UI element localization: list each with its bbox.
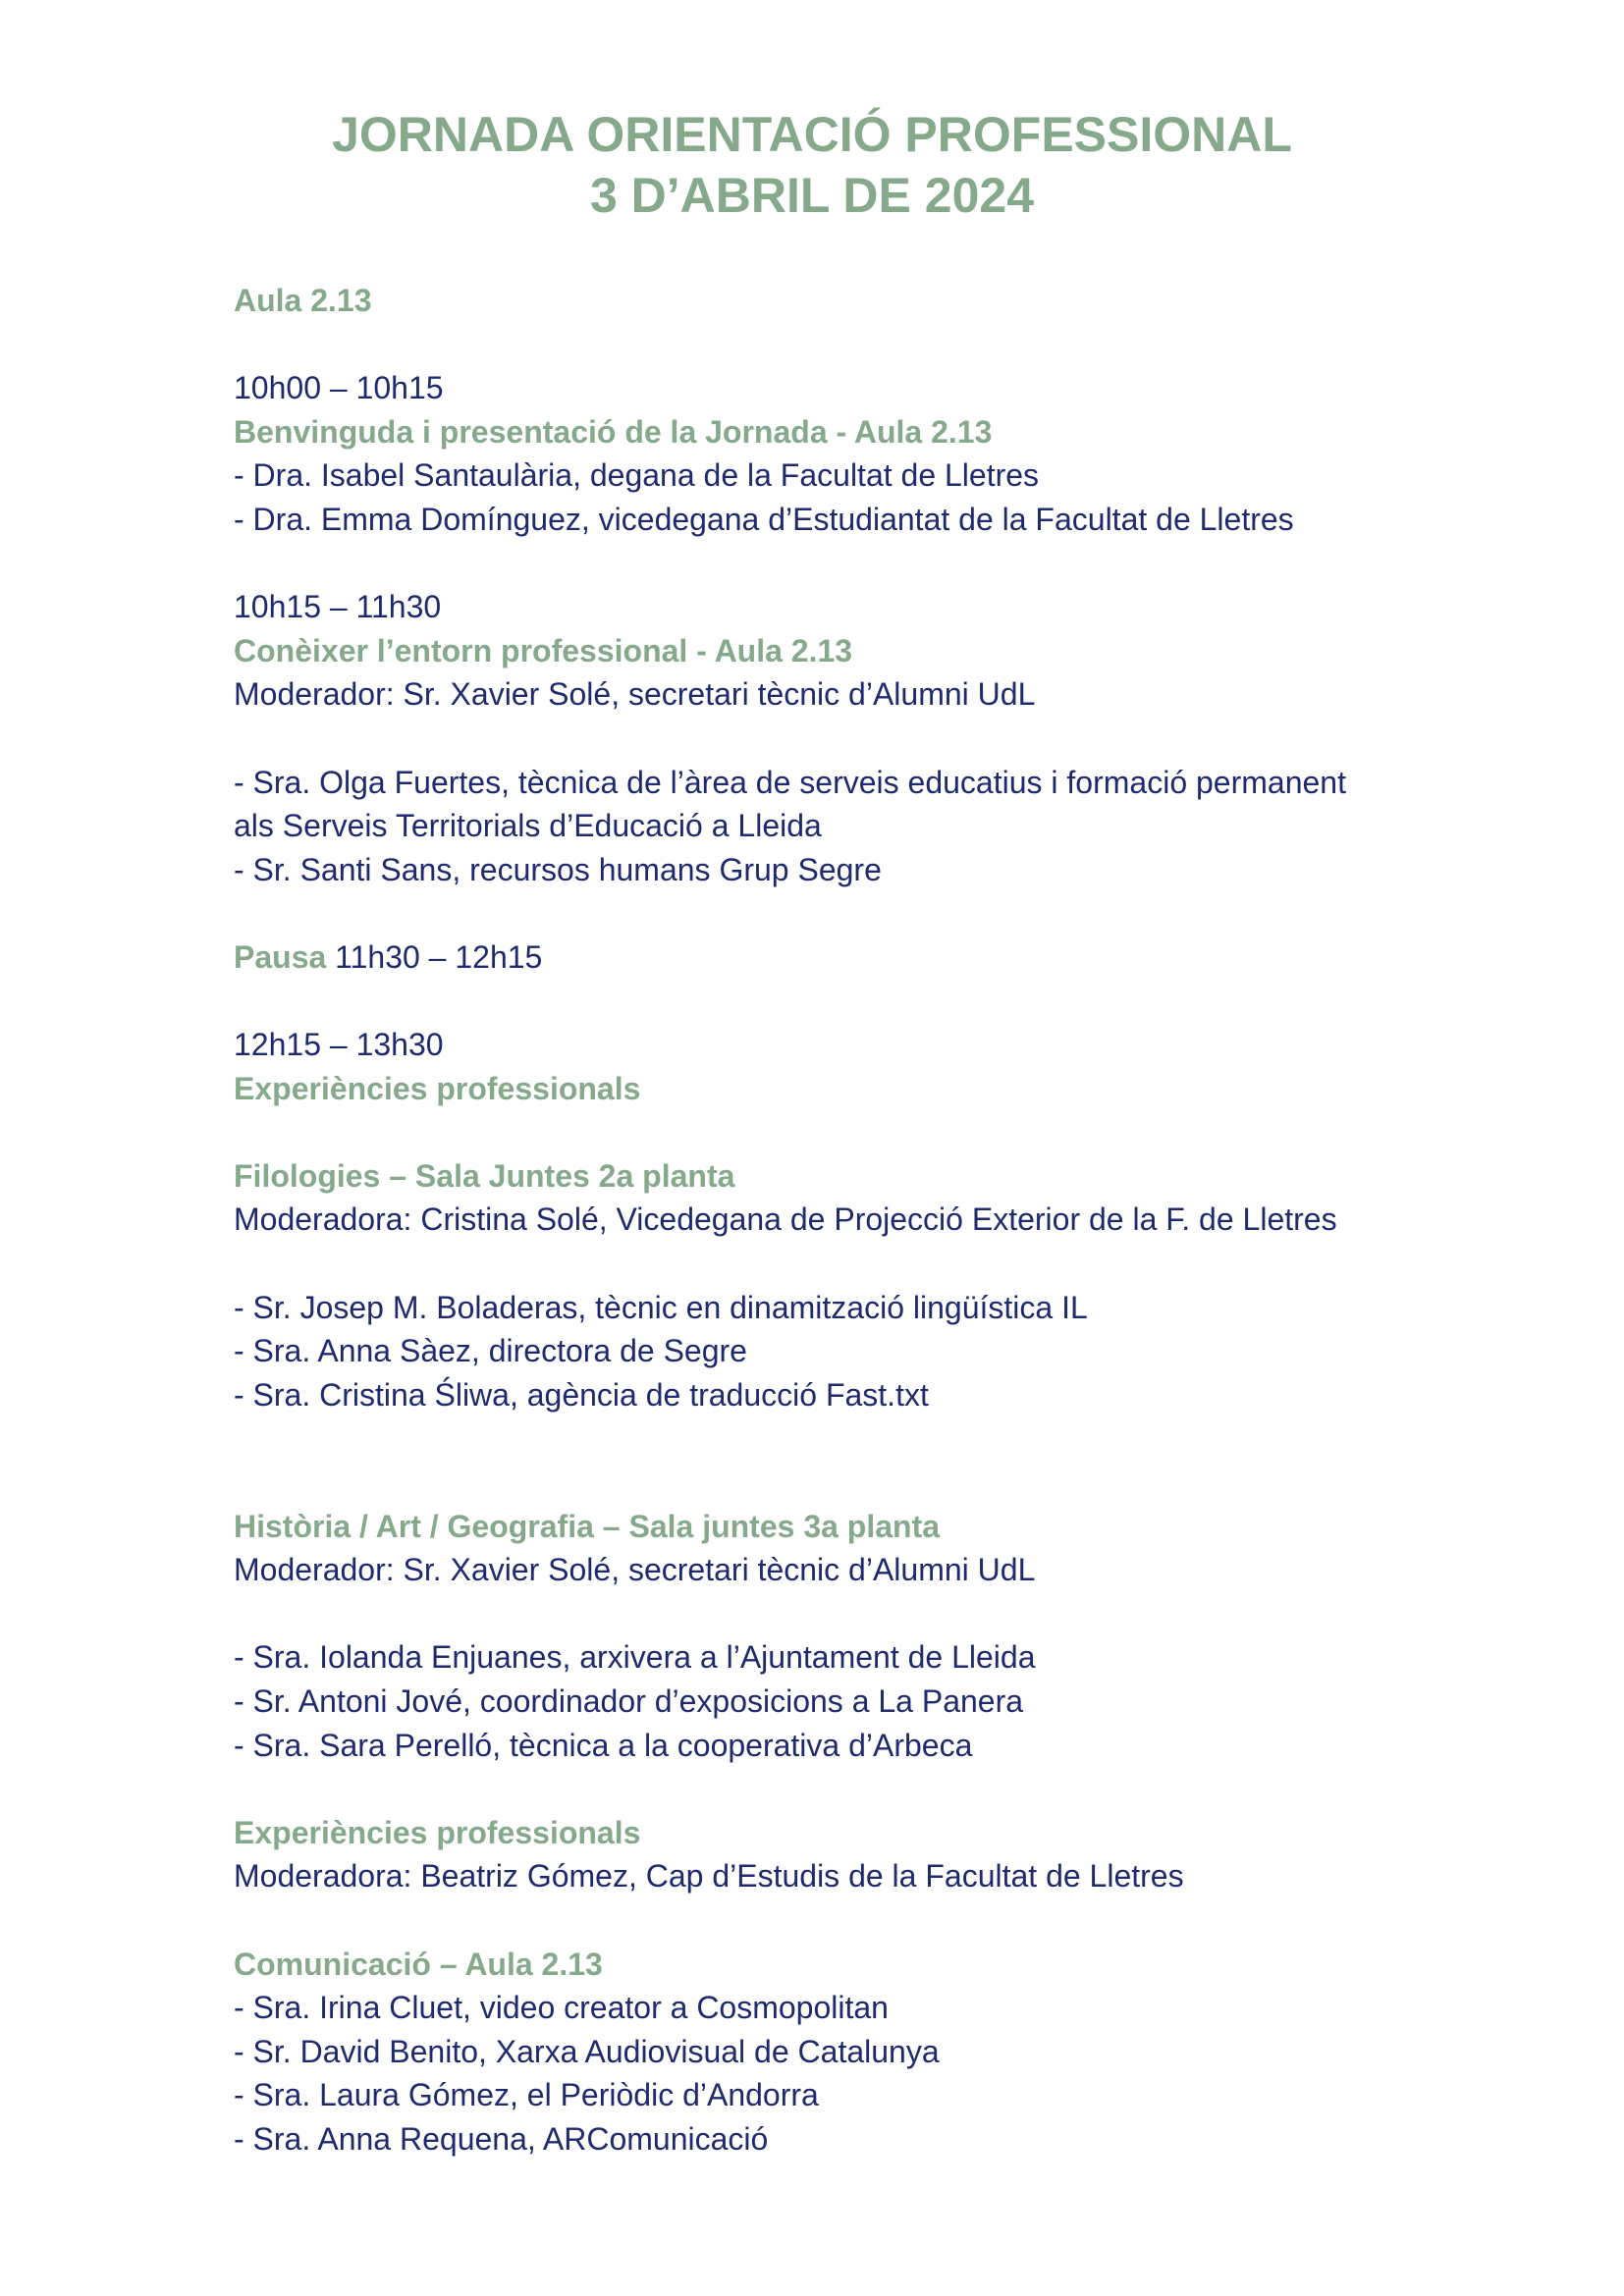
spacer — [234, 542, 1422, 586]
spacer — [234, 891, 1422, 935]
spacer — [234, 1898, 1422, 1943]
room-label: Aula 2.13 — [234, 283, 372, 318]
title-line-2: 3 D’ABRIL DE 2024 — [589, 168, 1035, 223]
experiencies-moderator: Moderadora: Beatriz Gómez, Cap d’Estudis de la Facultat de Lletres — [234, 1858, 1184, 1895]
spacer — [234, 1242, 1422, 1286]
filologies-speaker: - Sra. Anna Sàez, directora de Segre — [234, 1333, 747, 1369]
spacer — [234, 1416, 1422, 1504]
session-2-speaker-continued: als Serveis Territorials d’Educació a Lleida — [234, 808, 822, 844]
historia-speaker: - Sr. Antoni Jové, coordinador d’exposicions a La Panera — [234, 1683, 1024, 1719]
filologies-heading: Filologies – Sala Juntes 2a planta — [234, 1157, 735, 1194]
spacer — [234, 1110, 1422, 1154]
spacer — [234, 717, 1422, 761]
comunicacio-speaker: - Sr. David Benito, Xarxa Audiovisual de Catalunya — [234, 2033, 940, 2069]
session-2-moderator: Moderador: Sr. Xavier Solé, secretari tècnic d’Alumni UdL — [234, 676, 1036, 713]
spacer — [234, 980, 1422, 1024]
comunicacio-speaker: - Sra. Laura Gómez, el Periòdic d’Andorra — [234, 2077, 819, 2113]
session-2-heading: Conèixer l’entorn professional - Aula 2.13 — [234, 632, 853, 668]
session-1-heading: Benvinguda i presentació de la Jornada - Aula 2.13 — [234, 413, 993, 450]
filologies-speaker: - Sra. Cristina Śliwa, agència de traducció Fast.txt — [234, 1376, 929, 1413]
session-1-speaker: - Dra. Isabel Santaulària, degana de la Facultat de Lletres — [234, 457, 1040, 494]
historia-speaker: - Sra. Sara Perelló, tècnica a la cooperativa d’Arbeca — [234, 1727, 973, 1763]
filologies-speaker: - Sr. Josep M. Boladeras, tècnic en dinamització lingüística IL — [234, 1289, 1088, 1325]
historia-heading: Història / Art / Geografia – Sala juntes 3a planta — [234, 1508, 941, 1544]
document-title — [0, 104, 1624, 226]
session-2-speaker: - Sr. Santi Sans, recursos humans Grup Segre — [234, 851, 882, 887]
title-line-1: JORNADA ORIENTACIÓ PROFESSIONAL — [332, 107, 1292, 162]
session-2-time: 10h15 – 11h30 — [234, 589, 442, 625]
session-2-speaker: - Sra. Olga Fuertes, tècnica de l’àrea de serveis educatius i formació permanent — [234, 764, 1346, 800]
spacer — [234, 1592, 1422, 1636]
session-3-heading: Experiències professionals — [234, 1070, 641, 1106]
comunicacio-speaker: - Sra. Irina Cluet, video creator a Cosmopolitan — [234, 1990, 889, 2026]
spacer — [234, 1767, 1422, 1811]
pause-line — [234, 935, 1422, 980]
comunicacio-heading: Comunicació – Aula 2.13 — [234, 1946, 603, 1982]
session-1-time: 10h00 – 10h15 — [234, 370, 444, 406]
comunicacio-speaker: - Sra. Anna Requena, ARComunicació — [234, 2120, 769, 2157]
pause-label: Pausa — [234, 938, 327, 975]
program-body — [234, 279, 1422, 2162]
session-3-time: 12h15 – 13h30 — [234, 1027, 444, 1063]
spacer — [234, 323, 1422, 367]
historia-moderator: Moderador: Sr. Xavier Solé, secretari tècnic d’Alumni UdL — [234, 1552, 1036, 1588]
historia-speaker: - Sra. Iolanda Enjuanes, arxivera a l’Ajuntament de Lleida — [234, 1639, 1036, 1676]
filologies-moderator: Moderadora: Cristina Solé, Vicedegana de Projecció Exterior de la F. de Lletres — [234, 1201, 1337, 1238]
pause-time: 11h30 – 12h15 — [326, 938, 543, 975]
experiencies-heading: Experiències professionals — [234, 1814, 641, 1850]
session-1-speaker: - Dra. Emma Domínguez, vicedegana d’Estudiantat de la Facultat de Lletres — [234, 501, 1294, 537]
